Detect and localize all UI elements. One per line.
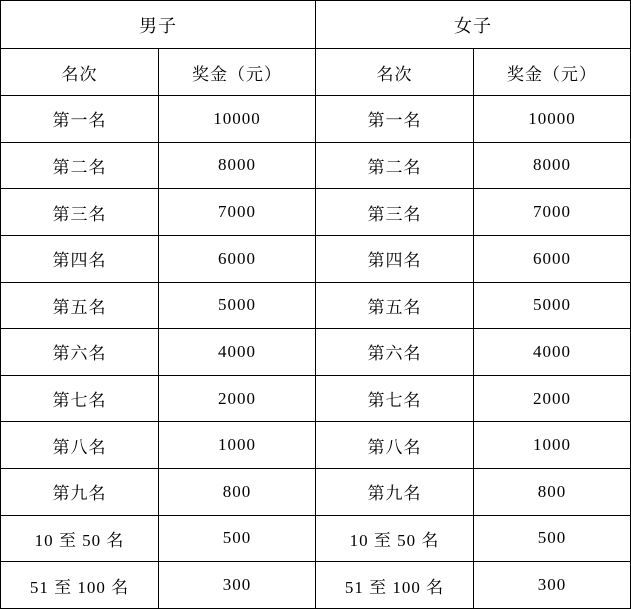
cell-men-rank: 第二名: [1, 142, 159, 189]
table-row: [1, 515, 631, 562]
cell-women-prize: 1000: [474, 422, 631, 469]
cell-women-prize: 500: [474, 515, 631, 562]
column-header-men-rank: 名次: [1, 49, 159, 96]
cell-men-prize: 300: [159, 562, 316, 609]
cell-women-rank: 第一名: [316, 96, 474, 143]
table-row: [1, 282, 631, 329]
table-row: [1, 375, 631, 422]
column-header-women-prize: 奖金（元）: [474, 49, 631, 96]
cell-women-prize: 300: [474, 562, 631, 609]
cell-women-rank: 51 至 100 名: [316, 562, 474, 609]
cell-men-rank: 第八名: [1, 422, 159, 469]
cell-men-prize: 2000: [159, 375, 316, 422]
cell-women-prize: 7000: [474, 189, 631, 236]
cell-women-prize: 10000: [474, 96, 631, 143]
table-row: [1, 329, 631, 376]
group-header-men: 男子: [1, 1, 316, 49]
group-header-women: 女子: [316, 1, 631, 49]
column-header-women-rank: 名次: [316, 49, 474, 96]
cell-women-prize: 2000: [474, 375, 631, 422]
cell-women-prize: 8000: [474, 142, 631, 189]
cell-women-rank: 第九名: [316, 469, 474, 516]
cell-men-prize: 10000: [159, 96, 316, 143]
cell-women-rank: 10 至 50 名: [316, 515, 474, 562]
table-row: [1, 469, 631, 516]
cell-women-prize: 5000: [474, 282, 631, 329]
cell-women-rank: 第四名: [316, 235, 474, 282]
table-row: [1, 96, 631, 143]
cell-men-rank: 第六名: [1, 329, 159, 376]
cell-women-rank: 第二名: [316, 142, 474, 189]
table-row: [1, 562, 631, 609]
cell-men-rank: 第九名: [1, 469, 159, 516]
table-column-header-row: [1, 49, 631, 96]
cell-women-rank: 第六名: [316, 329, 474, 376]
cell-men-rank: 第七名: [1, 375, 159, 422]
cell-women-rank: 第三名: [316, 189, 474, 236]
cell-men-rank: 第一名: [1, 96, 159, 143]
column-header-men-prize: 奖金（元）: [159, 49, 316, 96]
cell-women-rank: 第七名: [316, 375, 474, 422]
table-row: [1, 142, 631, 189]
cell-men-prize: 500: [159, 515, 316, 562]
cell-women-prize: 6000: [474, 235, 631, 282]
cell-women-prize: 800: [474, 469, 631, 516]
cell-men-prize: 4000: [159, 329, 316, 376]
table-group-header-row: [1, 1, 631, 49]
cell-men-rank: 51 至 100 名: [1, 562, 159, 609]
cell-women-rank: 第五名: [316, 282, 474, 329]
cell-men-rank: 第四名: [1, 235, 159, 282]
cell-men-prize: 8000: [159, 142, 316, 189]
cell-women-rank: 第八名: [316, 422, 474, 469]
cell-men-prize: 5000: [159, 282, 316, 329]
cell-men-prize: 800: [159, 469, 316, 516]
table-row: [1, 422, 631, 469]
cell-men-prize: 6000: [159, 235, 316, 282]
cell-men-rank: 第三名: [1, 189, 159, 236]
table-row: [1, 235, 631, 282]
cell-men-prize: 1000: [159, 422, 316, 469]
table-row: [1, 189, 631, 236]
cell-men-prize: 7000: [159, 189, 316, 236]
cell-men-rank: 第五名: [1, 282, 159, 329]
cell-men-rank: 10 至 50 名: [1, 515, 159, 562]
cell-women-prize: 4000: [474, 329, 631, 376]
